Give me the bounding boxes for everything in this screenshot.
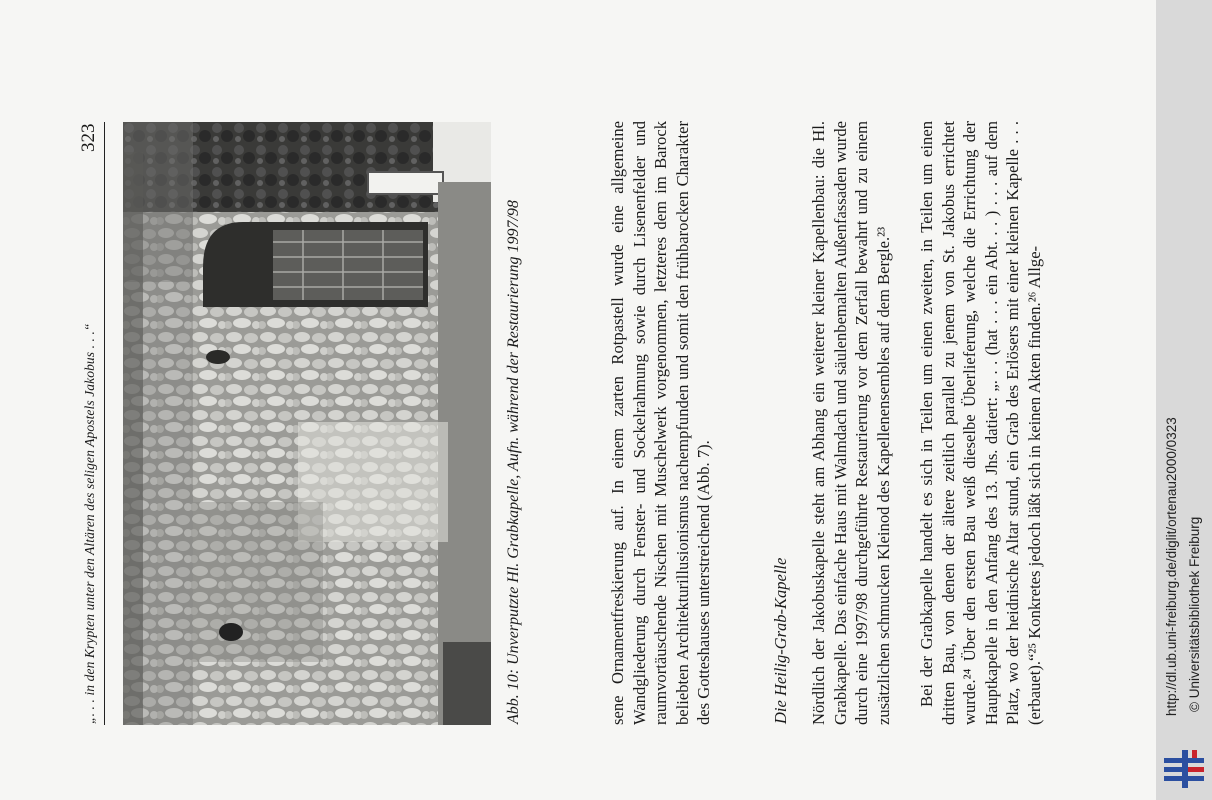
- body-paragraph-2: Nördlich der Jakobuskapelle steht am Abhang ein weiterer kleiner Kapellenbau: die Hl. Grabkapelle. Das einfache Haus mit Walmdach und säulenbemalten Außenfassaden wurde durch eine 1997/98 durchgeführte Restaurierung vor dem Zerfall bewahrt und zu einem zusätzlichen schmucken Kleinod des Kapellenensembles auf dem Bergle.²³: [809, 121, 893, 725]
- copyright-notice: © Universitätsbibliothek Freiburg: [1187, 516, 1202, 712]
- ub-freiburg-logo-icon: [1162, 748, 1206, 790]
- figure-caption: Abb. 10: Unverputzte Hl. Grabkapelle, Aufn. während der Restaurierung 1997/98: [505, 200, 522, 724]
- source-url[interactable]: http://dl.ub.uni-freiburg.de/diglit/ortenau2000/0323: [1164, 417, 1179, 716]
- section-heading: Die Heilig-Grab-Kapelle: [771, 557, 790, 724]
- chapel-wall-photo-image: [123, 122, 491, 725]
- body-paragraph-3: Bei der Grabkapelle handelt es sich in Teilen um einen zweiten, in Teilen um einen dritten Bau, von denen der ältere zeitlich parallel zu jenem von St. Jakobus errichtet wurde.²⁴ Über den ersten Bau weiß dieselbe Überlieferung, welche die Errichtung der Hauptkapelle in den Anfang des 13. Jhs. datiert: „. . . (hat . . . ein Abt. . . ) . . . auf dem Platz, wo der heidnische Altar stund, ein Grab des Erlösers mit einer kleinen Kapelle . . . (erbauet).“²⁵ Konkretes jedoch läßt sich in keinen Akten finden.²⁶ Allge-: [917, 121, 1044, 725]
- body-paragraph-1: sene Ornamentfreskierung auf. In einem zarten Rotpastell wurde eine allgemeine Wandgliederung durch Fenster- und Sockelrahmung sowie durch Lisenenfelder und raumvortäuschende Nischen mit Muschelwerk vorgenommen, letzteres dem im Barock beliebten Architekturillusionismus nachempfunden und somit den frühbarocken Charakter des Gotteshauses unterstreichend (Abb. 7).: [608, 121, 714, 725]
- header-rule: [104, 122, 105, 725]
- running-head: „. . . in den Krypten unter den Altären des seligen Apostels Jakobus . . .“: [82, 323, 97, 724]
- page-number: 323: [78, 123, 99, 152]
- figure-photo: [123, 122, 491, 725]
